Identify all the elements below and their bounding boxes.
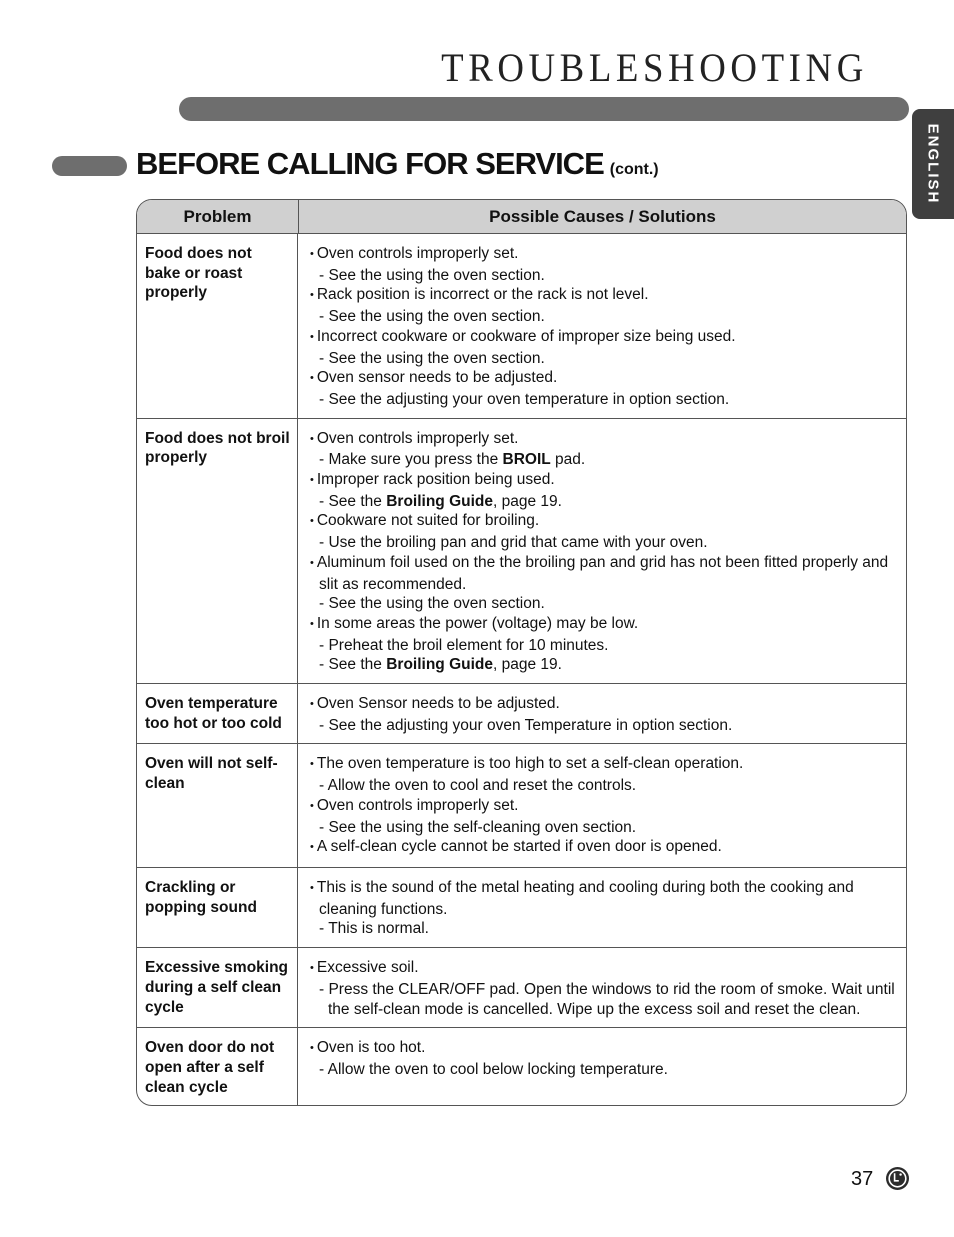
solution-item: - See the using the self-cleaning oven section. xyxy=(319,818,637,836)
solution-text: pad. xyxy=(550,451,586,469)
section-marker-pill xyxy=(52,156,127,176)
solutions-cell xyxy=(298,948,906,1027)
solution-item: - See the adjusting your oven temperature in option section. xyxy=(319,390,730,408)
problem-cell: Oven door do not open after a self clean cycle xyxy=(137,1028,298,1105)
problem-cell: Excessive smoking during a self clean cycle xyxy=(137,948,298,1027)
solutions-cell xyxy=(298,1028,906,1105)
table-row xyxy=(137,948,906,1028)
cause-item: • Excessive soil. xyxy=(310,958,898,980)
solutions-cell xyxy=(298,868,906,947)
table-body xyxy=(137,234,906,1105)
solution-text: , page 19. xyxy=(493,492,562,510)
cause-item: • In some areas the power (voltage) may be low. xyxy=(310,614,898,636)
troubleshooting-table xyxy=(136,199,907,1106)
solution-item xyxy=(310,450,898,470)
cause-item: • The oven temperature is too high to set a self-clean operation. xyxy=(310,754,898,776)
section-title-suffix: (cont.) xyxy=(609,161,659,178)
table-header-row xyxy=(137,200,906,234)
section-title xyxy=(136,146,659,182)
problem-cell: Oven temperature too hot or too cold xyxy=(137,684,298,743)
solution-item xyxy=(310,655,898,675)
section-title-text: BEFORE CALLING FOR SERVICE xyxy=(136,146,604,181)
cause-item: • Oven controls improperly set. xyxy=(310,796,898,818)
solution-item: - Allow the oven to cool below locking temperature. xyxy=(319,1060,668,1078)
cause-item: • Oven controls improperly set. xyxy=(310,429,898,451)
solution-text: - See the xyxy=(319,492,387,510)
solution-item: - See the adjusting your oven Temperature in option section. xyxy=(319,716,733,734)
cause-item: • Oven controls improperly set. xyxy=(310,244,898,266)
solution-text: - Make sure you press the xyxy=(319,451,503,469)
cause-item: • Aluminum foil used on the the broiling pan and grid has not been fitted properly and slit as recommended. xyxy=(310,553,898,594)
solution-item: - See the using the oven section. xyxy=(319,595,545,613)
solution-item: - Preheat the broil element for 10 minutes. xyxy=(319,636,609,654)
solutions-cell xyxy=(298,419,906,683)
problem-cell: Food does not broil properly xyxy=(137,419,298,683)
table-row xyxy=(137,419,906,684)
header-divider-bar xyxy=(179,97,909,121)
solution-item: - Use the broiling pan and grid that came with your oven. xyxy=(319,534,708,552)
cause-item: • Incorrect cookware or cookware of improper size being used. xyxy=(310,327,898,349)
solutions-cell xyxy=(298,744,906,867)
solution-item: - See the using the oven section. xyxy=(319,266,545,284)
cause-item: • A self-clean cycle cannot be started if oven door is opened. xyxy=(310,837,898,859)
cause-item: • Cookware not suited for broiling. xyxy=(310,511,898,533)
page-header-title: TROUBLESHOOTING xyxy=(441,45,868,90)
cause-item: • This is the sound of the metal heating and cooling during both the cooking and cleaning functions. xyxy=(310,878,898,919)
table-row xyxy=(137,234,906,419)
cause-item: • Oven sensor needs to be adjusted. xyxy=(310,368,898,390)
solution-emphasis: BROIL xyxy=(502,451,551,469)
column-header-solutions: Possible Causes / Solutions xyxy=(489,206,716,226)
problem-cell: Food does not bake or roast properly xyxy=(137,234,298,418)
solution-item: - Allow the oven to cool and reset the controls. xyxy=(319,777,637,795)
problem-cell: Oven will not self-clean xyxy=(137,744,298,867)
solution-text: - See the xyxy=(319,656,387,674)
column-header-problem: Problem xyxy=(137,200,299,233)
solutions-cell xyxy=(298,684,906,743)
table-row xyxy=(137,744,906,868)
table-row xyxy=(137,684,906,744)
lg-logo-icon xyxy=(886,1167,909,1190)
solution-item: - See the using the oven section. xyxy=(319,349,545,367)
solution-emphasis: Broiling Guide xyxy=(386,492,493,510)
solution-item: - See the using the oven section. xyxy=(319,308,545,326)
solution-emphasis: Broiling Guide xyxy=(386,656,493,674)
page-number: 37 xyxy=(851,1168,874,1190)
solution-text: , page 19. xyxy=(493,656,562,674)
cause-item: • Oven is too hot. xyxy=(310,1038,898,1060)
cause-item: • Rack position is incorrect or the rack is not level. xyxy=(310,285,898,307)
solution-item xyxy=(310,492,898,512)
table-row xyxy=(137,1028,906,1105)
solutions-cell xyxy=(298,234,906,418)
problem-cell: Crackling or popping sound xyxy=(137,868,298,947)
language-tab xyxy=(912,109,954,219)
solution-item: - Press the CLEAR/OFF pad. Open the windows to rid the room of smoke. Wait until the self-clean mode is cancelled. Wipe up the excess soil and reset the clean. xyxy=(319,980,895,1018)
language-tab-label: ENGLISH xyxy=(924,123,942,205)
cause-item: • Oven Sensor needs to be adjusted. xyxy=(310,694,898,716)
cause-item: • Improper rack position being used. xyxy=(310,470,898,492)
table-row xyxy=(137,868,906,948)
solution-item: - This is normal. xyxy=(319,920,429,938)
